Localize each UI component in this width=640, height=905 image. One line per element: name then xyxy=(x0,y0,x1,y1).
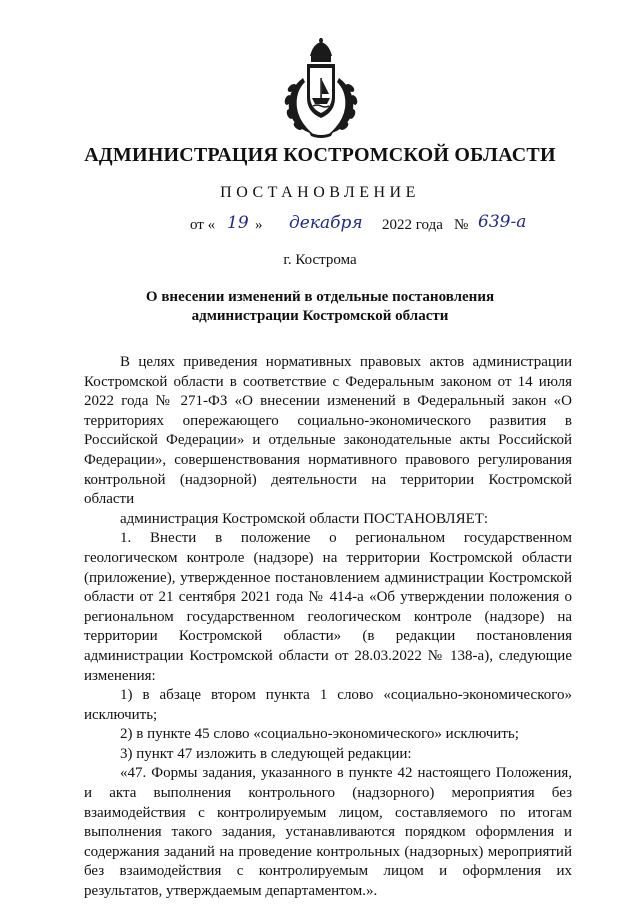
document-type: ПОСТАНОВЛЕНИЕ xyxy=(220,184,420,201)
paragraph-preamble: В целях приведения нормативных правовых актов администрации Костромской области в соответствие с Федеральным законом от 14 июля 2022 года № 271-ФЗ «О внесении изменений в Федеральный закон «О территориях опережающего социально-экономического развития в Российской Федерации» и отдельные законодательные акты Российской Федерации», совершенствования нормативного правового регулирования контрольной (надзорной) деятельности на территории Костромской области xyxy=(84,354,572,508)
number-sign: № xyxy=(454,217,469,233)
kostroma-coat-of-arms-icon xyxy=(283,38,359,138)
paragraph-subitem-2: 2) в пункте 45 слово «социально-экономического» исключить; xyxy=(120,726,519,743)
document-subject: О внесении изменений в отдельные постановления администрации Костромской области xyxy=(145,289,495,324)
date-mid: » xyxy=(255,217,263,233)
date-prefix: от « xyxy=(190,217,216,233)
organization-title: АДМИНИСТРАЦИЯ КОСТРОМСКОЙ ОБЛАСТИ xyxy=(84,144,556,166)
paragraph-subitem-3: 3) пункт 47 изложить в следующей редакции: xyxy=(120,745,412,762)
document-number-handwritten: 639-а xyxy=(478,212,527,232)
paragraph-quote-47: «47. Формы задания, указанного в пункте 42 настоящего Положения, и акта выполнения контрольного (надзорного) мероприятия без взаимодействия с контролируемым лицом, составляемого по итогам выполнения такого задания, устанавливаются порядком оформления и содержания заданий на проведение контрольных (надзорных) мероприятий без взаимодействия с контролируемым лицом и оформления их результатов, утверждаемым департаментом.». xyxy=(84,765,572,900)
paragraph-item-1: 1. Внести в положение о региональном государственном геологическом контроле (надзоре) на территории Костромской области (приложение), утвержденное постановлением администрации Костромской области от 21 сентября 2021 года № 414-а «Об утверждении положения о региональном государственном геологическом контроле (надзоре) на территории Костромской области» (в редакции постановления администрации Костромской области от 28.03.2022 № 138-а), следующие изменения: xyxy=(84,530,572,684)
date-month-handwritten: декабря xyxy=(289,213,363,233)
paragraph-resolves: администрация Костромской области ПОСТАНОВЛЯЕТ: xyxy=(120,510,489,527)
document-body xyxy=(84,353,572,902)
paragraph-subitem-1: 1) в абзаце втором пункта 1 слово «социально-экономического» исключить; xyxy=(84,687,572,723)
city: г. Кострома xyxy=(283,252,357,268)
date-number-line xyxy=(0,212,640,241)
date-year: 2022 года xyxy=(382,217,443,233)
date-day-handwritten: 19 xyxy=(227,213,249,233)
